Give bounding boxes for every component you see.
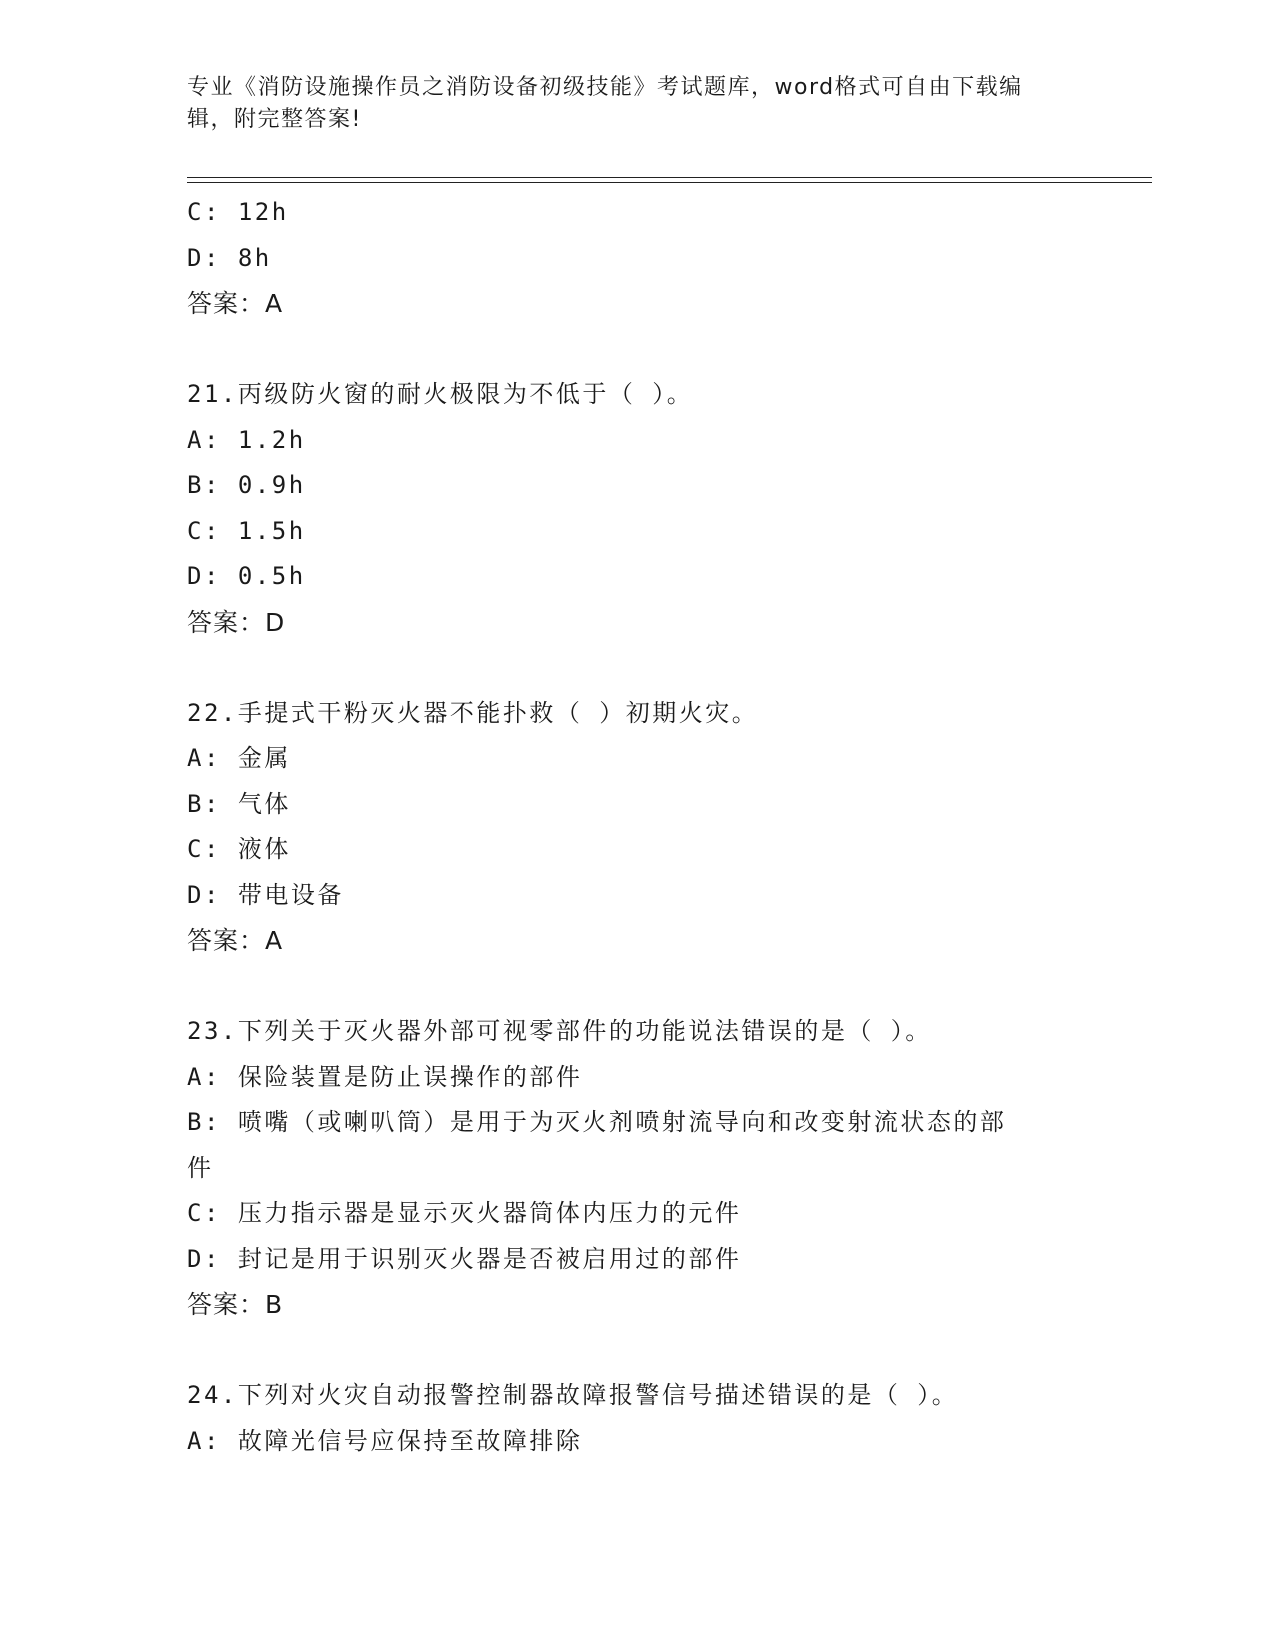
spacer [187, 964, 1087, 1010]
question-block-23 [187, 1009, 1087, 1328]
answer: 答案：D [187, 607, 286, 637]
header-line-2: 辑，附完整答案! [187, 107, 362, 132]
question-block-21 [187, 372, 1087, 645]
question-block-24 [187, 1373, 1087, 1464]
option-c: C: 12h [187, 198, 289, 226]
option-c: C: 1.5h [187, 516, 306, 545]
option-b-line-1: B: 喷嘴（或喇叭筒）是用于为灭火剂喷射流导向和改变射流状态的部 [187, 1108, 1007, 1136]
header-line-1: 专业《消防设施操作员之消防设备初级技能》考试题库，word格式可自由下载编 [187, 75, 1023, 100]
spacer [187, 645, 1087, 691]
question-stem: 24.下列对火灾自动报警控制器故障报警信号描述错误的是（ ）。 [187, 1381, 959, 1409]
option-a: A: 金属 [187, 744, 291, 772]
answer: 答案：A [187, 289, 284, 318]
question-stem: 21.丙级防火窗的耐火极限为不低于（ ）。 [187, 380, 694, 408]
header-divider-top [187, 177, 1152, 178]
option-d: D: 0.5h [187, 562, 306, 590]
answer: 答案：A [187, 926, 284, 955]
document-header [187, 72, 1087, 136]
option-a: A: 故障光信号应保持至故障排除 [187, 1426, 583, 1455]
question-list [187, 190, 1087, 1464]
option-d: D: 封记是用于识别灭火器是否被启用过的部件 [187, 1244, 742, 1273]
question-block-prev [187, 190, 1087, 327]
question-stem: 23.下列关于灭火器外部可视零部件的功能说法错误的是（ ）。 [187, 1017, 932, 1045]
header-divider-bottom [187, 182, 1152, 183]
question-stem: 22.手提式干粉灭火器不能扑救（ ）初期火灾。 [187, 698, 759, 727]
spacer [187, 1328, 1087, 1374]
option-a: A: 保险装置是防止误操作的部件 [187, 1062, 583, 1091]
spacer [187, 327, 1087, 373]
option-b: B: 0.9h [187, 471, 306, 499]
option-d: D: 8h [187, 243, 272, 272]
option-b: B: 气体 [187, 789, 291, 818]
option-a: A: 1.2h [187, 425, 306, 454]
option-b-line-2: 件 [187, 1153, 214, 1182]
option-d: D: 带电设备 [187, 880, 344, 909]
option-c: C: 压力指示器是显示灭火器筒体内压力的元件 [187, 1199, 742, 1227]
question-block-22 [187, 691, 1087, 964]
answer: 答案：B [187, 1290, 284, 1319]
option-c: C: 液体 [187, 835, 291, 863]
